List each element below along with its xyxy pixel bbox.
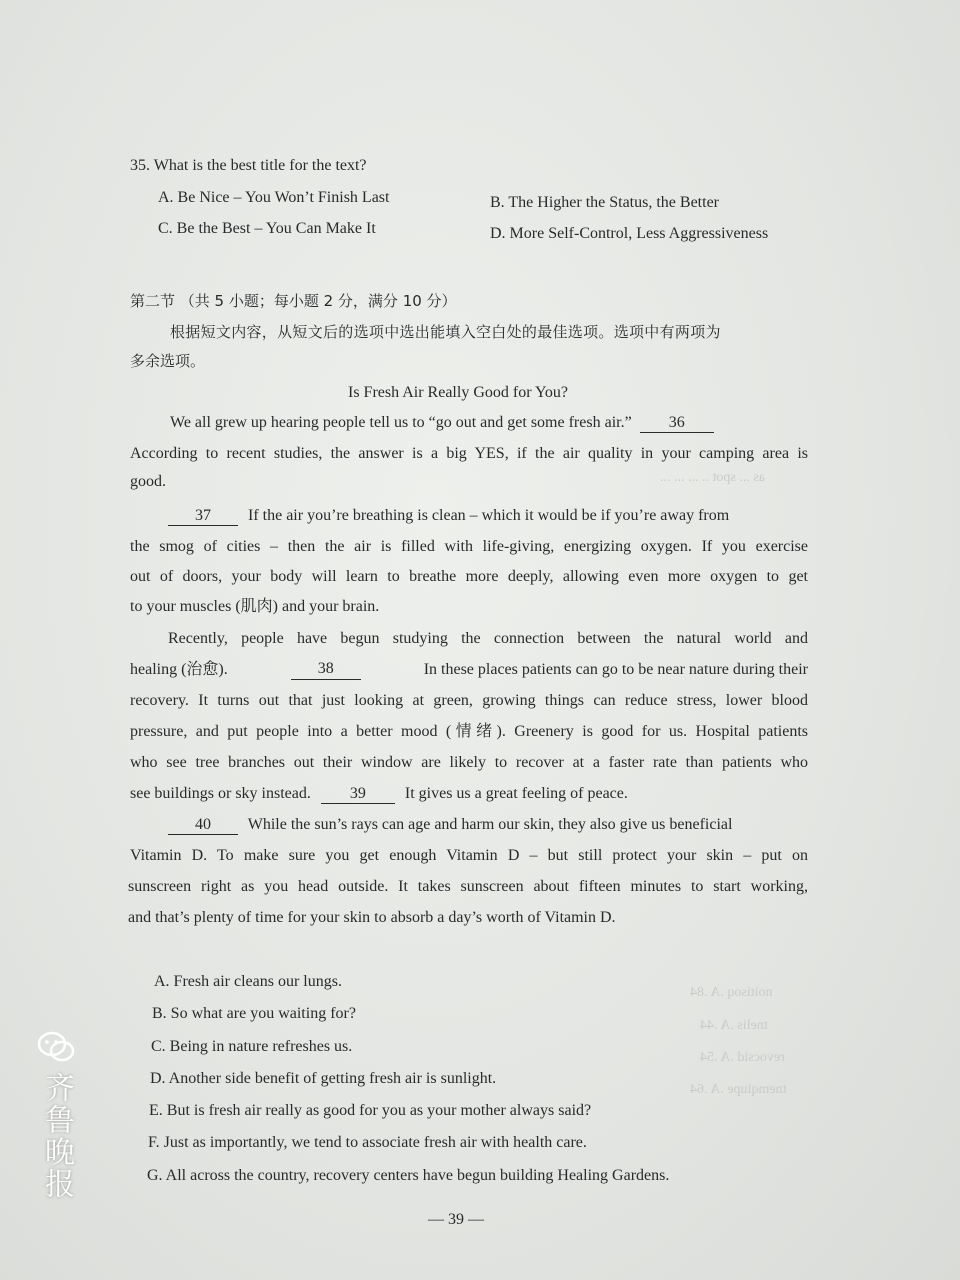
blank-36[interactable]: 36 (640, 414, 714, 433)
passage-text: see buildings or sky instead. (130, 785, 311, 802)
passage-line (168, 506, 729, 526)
page-number: — 39 — (428, 1211, 484, 1228)
q35-option-b: B. The Higher the Status, the Better (490, 194, 719, 211)
blank-37[interactable]: 37 (168, 507, 238, 526)
passage-line: to your muscles (肌肉) and your brain. (130, 598, 380, 615)
passage-text: While the sun’s rays can age and harm our skin, they also give us beneficial (247, 816, 733, 833)
watermark-text: 齐鲁晚报 (39, 1072, 74, 1200)
section-header: 第二节 （共 5 小题；每小题 2 分，满分 10 分） (130, 292, 457, 310)
question-35-stem: 35. What is the best title for the text? (130, 157, 367, 174)
passage-line: sunscreen right as you head outside. It takes sunscreen about fifteen minutes to start working, (128, 878, 808, 895)
section-instruction-line2: 多余选项。 (130, 352, 206, 370)
passage-line: Vitamin D. To make sure you get enough Vitamin D – but still protect your skin – put on (130, 847, 808, 864)
section-instruction-line1: 根据短文内容，从短文后的选项中选出能填入空白处的最佳选项。选项中有两项为 (170, 323, 721, 341)
blank-39[interactable]: 39 (321, 785, 395, 804)
choice-d: D. Another side benefit of getting fresh air is sunlight. (150, 1070, 497, 1087)
q35-option-a: A. Be Nice – You Won’t Finish Last (158, 189, 390, 206)
passage-line (130, 784, 628, 804)
passage-line: good. (130, 473, 166, 490)
passage-text: If the air you’re breathing is clean – which it would be if you’re away from (248, 507, 730, 524)
bleed-through-text: noitisoq .A .84 (690, 985, 773, 1000)
choice-e: E. But is fresh air really as good for you as your mother always said? (149, 1102, 592, 1119)
passage-line: the smog of cities – then the air is filled with life-giving, energizing oxygen. If you exercise (130, 538, 808, 555)
passage-line: pressure, and put people into a better mood (情绪). Greenery is good for us. Hospital patients (130, 723, 808, 740)
passage-line: recovery. It turns out that just looking at green, growing things can reduce stress, lower blood (130, 692, 808, 709)
passage-text: We all grew up hearing people tell us to “go out and get some fresh air.” (170, 414, 632, 431)
blank-38[interactable]: 38 (291, 660, 361, 680)
passage-line (170, 413, 714, 433)
chat-bubble-icon (36, 1030, 76, 1064)
q35-option-d: D. More Self-Control, Less Aggressiveness (490, 225, 769, 242)
choice-a: A. Fresh air cleans our lungs. (154, 973, 342, 990)
passage-text: healing (治愈). (130, 661, 228, 678)
bleed-through-text: tnemqiupe .A .64 (690, 1082, 787, 1097)
passage-line: out of doors, your body will learn to breathe more deeply, allowing even more oxygen to get (130, 568, 808, 585)
passage-line: and that’s plenty of time for your skin to absorb a day’s worth of Vitamin D. (128, 909, 616, 926)
passage-line: who see tree branches out their window are likely to recover at a faster rate than patients who (130, 754, 808, 771)
passage-line (168, 815, 732, 835)
passage-text: In these places patients can go to be near nature during their (423, 661, 808, 678)
q35-option-c: C. Be the Best – You Can Make It (158, 220, 376, 237)
choice-b: B. So what are you waiting for? (152, 1005, 356, 1022)
passage-text: It gives us a great feeling of peace. (404, 785, 628, 802)
blank-40[interactable]: 40 (168, 816, 238, 835)
passage-line (130, 660, 808, 680)
watermark-logo (34, 1030, 78, 1200)
passage-title: Is Fresh Air Really Good for You? (348, 384, 568, 401)
choice-g: G. All across the country, recovery centers have begun building Healing Gardens. (147, 1167, 670, 1184)
bleed-through-text: tnelis .A .44 (700, 1018, 768, 1033)
passage-line: Recently, people have begun studying the connection between the natural world and (168, 630, 808, 647)
choice-f: F. Just as importantly, we tend to associate fresh air with health care. (148, 1134, 587, 1151)
bleed-through-text: as ... spot .. ... ... ... (660, 470, 765, 485)
bleed-through-text: revocsid .A .54 (700, 1050, 785, 1065)
passage-line: According to recent studies, the answer is a big YES, if the air quality in your camping area is (130, 445, 808, 462)
choice-c: C. Being in nature refreshes us. (151, 1038, 353, 1055)
